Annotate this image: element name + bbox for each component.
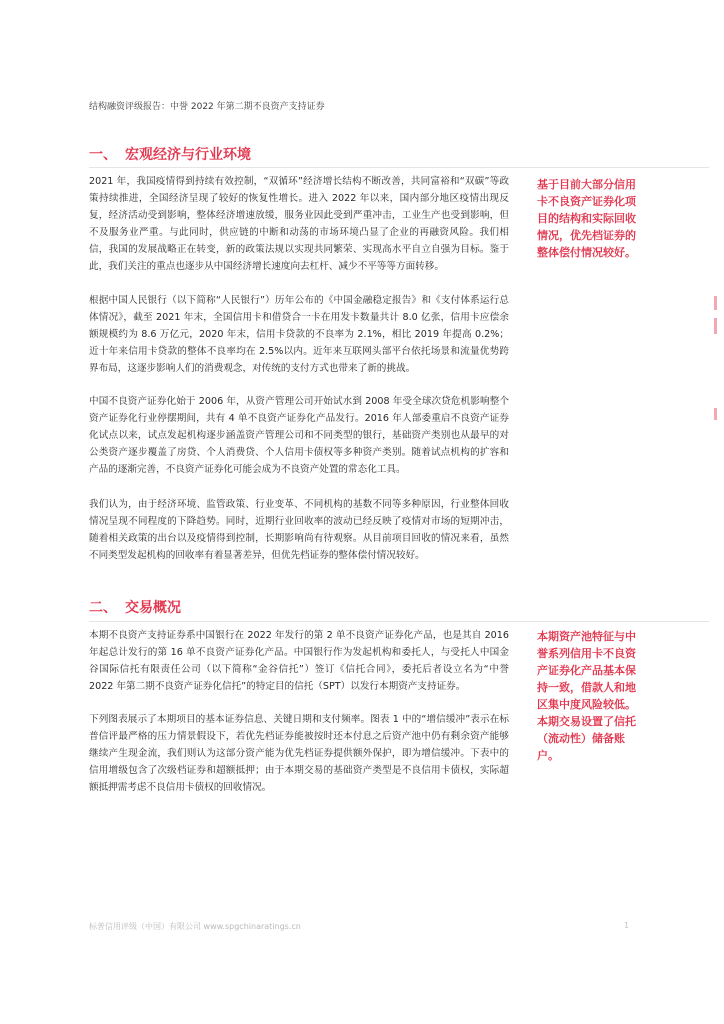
- page-footer: 标普信用评级（中国）有限公司 www.spgchinaratings.cn: [89, 922, 301, 931]
- section-2-divider: [89, 621, 709, 622]
- section-2-paragraph-2: 下列图表展示了本期项目的基本证券信息、关键日期和支付频率。图表 1 中的“增信缓冲”表示在标普信评最严格的压力情景假设下，若优先档证券能被按时还本付息之后资产池中仍有剩余资产能够继续产生现金流，我们则认为这部分资产能为优先档证券提供额外保护，即为增信缓冲。下表中的信用增级包含了次级档证券和超额抵押；由于本期交易的基础资产类型是不良信用卡债权，实际超额抵押需考虑不良信用卡债权的回收情况。: [89, 714, 509, 793]
- edge-mark-1: [714, 296, 717, 310]
- section-2-title-text: 交易概况: [125, 600, 181, 616]
- section-1-paragraph-3: 中国不良资产证券化始于 2006 年，从资产管理公司开始试水到 2008 年受全球次贷危机影响整个资产证券化行业停摆期间，共有 4 单不良资产证券化产品发行。2016 年人部委重启不良资产证券化试点以来，试点发起机构逐步涵盖资产管理公司和不同类型的银行，基础资产类别也从最早的对公类资产逐步覆盖了房贷、个人消费贷、个人信用卡债权等多种资产类别。随着试点机构的扩容和产品的逐渐完善，不良资产证券化可能会成为不良资产处置的常态化工具。: [89, 396, 509, 475]
- section-1-number: 一、: [89, 147, 117, 163]
- report-header: 结构融资评级报告：中誉 2022 年第二期不良资产支持证券: [89, 102, 325, 112]
- section-2-callout: 本期资产池特征与中誉系列信用卡不良资产证券化产品基本保持一致，借款人和地区集中度风险较低。本期交易设置了信托（流动性）储备账户。: [537, 630, 636, 762]
- edge-mark-3: [714, 408, 717, 420]
- section-1-title-text: 宏观经济与行业环境: [125, 147, 251, 163]
- section-1-callout: 基于目前大部分信用卡不良资产证券化项目的结构和实际回收情况，优先档证券的整体偿付情况较好。: [537, 178, 636, 259]
- section-1-title: [89, 145, 251, 165]
- section-2-number: 二、: [89, 600, 117, 616]
- section-1-paragraph-4: 我们认为，由于经济环境、监管政策、行业变革、不同机构的基数不同等多种原因，行业整体回收情况呈现不同程度的下降趋势。同时，近期行业回收率的波动已经反映了疫情对市场的短期冲击，随着相关政策的出台以及疫情得到控制，长期影响尚有待观察。从目前项目回收的情况来看，虽然不同类型发起机构的回收率有着显著差异，但优先档证券的整体偿付情况较好。: [89, 499, 509, 561]
- section-1-paragraph-1: 2021 年，我国疫情得到持续有效控制，“双循环”经济增长结构不断改善，共同富裕和“双碳”等政策持续推进，全国经济呈现了较好的恢复性增长。进入 2022 年以来，国内部分地区疫情出现反复，经济活动受到影响，整体经济增速放缓，服务业因此受到严重冲击，工业生产也受到影响，但不及服务业严重。与此同时，供应链的中断和动荡的市场环境凸显了企业的再融资风险。我们相信，我国的发展战略正在转变，新的政策法规以实现共同繁荣、实现高水平自立自强为目标。鉴于此，我们关注的重点也逐步从中国经济增长速度向去杠杆、减少不平等等方面转移。: [89, 176, 509, 272]
- section-1-paragraph-2: 根据中国人民银行（以下简称“人民银行”）历年公布的《中国金融稳定报告》和《支付体系运行总体情况》，截至 2021 年末，全国信用卡和借贷合一卡在用发卡数量共计 8.0 亿张，信用卡应偿余额规模约为 8.6 万亿元，2020 年末，信用卡贷款的不良率为 2.1%，相比 2019 年提高 0.2%；近十年来信用卡贷款的整体不良率均在 2.5%以内。近年来互联网头部平台依托场景和流量优势跨界布局，这逐步影响人们的消费观念，对传统的支付方式也带来了新的挑战。: [89, 295, 509, 374]
- section-2-paragraph-1: 本期不良资产支持证券系中国银行在 2022 年发行的第 2 单不良资产证券化产品，也是其自 2016 年起总计发行的第 16 单不良资产证券化产品。中国银行作为发起机构和委托人，与受托人中国金谷国际信托有限责任公司（以下简称“金谷信托”）签订《信托合同》，委托后者设立名为“中誉 2022 年第二期不良资产证券化信托”的特定目的信托（SPT）以发行本期资产支持证券。: [89, 630, 509, 692]
- section-1-divider: [89, 167, 709, 168]
- edge-mark-2: [714, 318, 717, 334]
- section-2-title: [89, 598, 181, 618]
- page-number: 1: [624, 921, 630, 930]
